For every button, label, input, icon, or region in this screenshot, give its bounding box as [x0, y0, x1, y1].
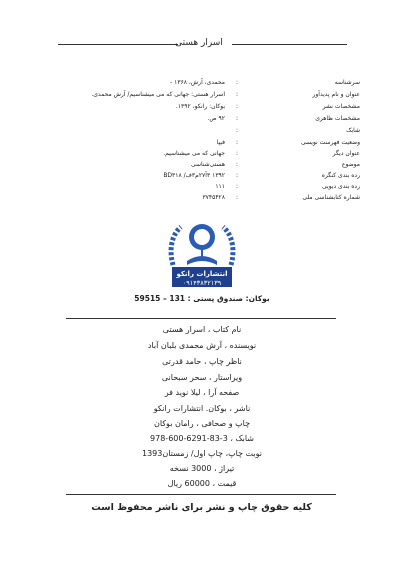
- cip-colon: :: [235, 115, 239, 122]
- cip-value: ۹۲ ص.: [207, 115, 225, 122]
- cip-label: شماره کتابشناسی ملی: [302, 194, 360, 201]
- cip-label: شابک: [346, 127, 360, 134]
- page-title: اسرار هستی: [175, 38, 223, 48]
- cip-colon: :: [235, 161, 239, 168]
- credits-top-rule: [66, 318, 336, 319]
- cip-value: ۱۳۹۲ ۳آ۲۷م۳ف/ BD۳۱۸: [163, 172, 225, 179]
- credit-line: نوبت چاپ، چاپ اول/ زمستان1393: [142, 449, 262, 458]
- cip-row: [40, 78, 360, 88]
- credit-line: چاپ و صحافی ، رامان بوکان: [153, 419, 251, 428]
- cip-label: عنوان و نام پدیدآور: [312, 91, 360, 98]
- header-rule-right: [232, 44, 347, 45]
- cip-colon: :: [235, 103, 239, 110]
- cip-label: عنوان دیگر: [332, 150, 360, 157]
- cip-colon: :: [235, 172, 239, 179]
- cip-colon: :: [235, 194, 239, 201]
- publisher-logo: [163, 215, 241, 289]
- cip-value: اسرار هستی: جهانی که می میشناسیم/ آرش محمدی.: [91, 91, 225, 98]
- cip-row: [40, 114, 360, 124]
- cip-colon: :: [235, 183, 239, 190]
- cip-value: جهانی که می میشناسیم.: [163, 150, 225, 157]
- credit-line: ناشر ، بوکان. انتشارات رانکو: [153, 404, 251, 413]
- cip-row: [40, 182, 360, 192]
- credit-line: تیراژ ، 3000 نسخه: [169, 464, 235, 473]
- cip-label: مشخصات ظاهری: [315, 115, 360, 122]
- credit-line: ویراستار ، سحر سبحانی: [161, 373, 243, 382]
- copyright-notice: کلیه حقوق چاپ و نشر برای ناشر محفوظ است: [91, 502, 312, 513]
- cip-value: فیپا: [216, 139, 225, 146]
- cip-label: سرشناسه: [334, 79, 360, 86]
- cip-row: [40, 171, 360, 181]
- po-box-address: بوکان: صندوق پستی : 131 – 59515: [134, 294, 270, 303]
- logo-name: انتشارات رانکو: [176, 270, 228, 278]
- cip-value: هستی‌شناسی: [190, 161, 225, 168]
- credit-line: صفحه آرا ، لیلا نوید فر: [164, 388, 240, 397]
- cip-row: [40, 149, 360, 159]
- cip-row: [40, 90, 360, 100]
- cip-row: [40, 193, 360, 203]
- cip-value: ۱۱۱: [215, 183, 225, 190]
- cip-row: [40, 138, 360, 148]
- cip-value: ۳۷۴۵۴۲۸: [202, 194, 225, 201]
- cip-row: [40, 160, 360, 170]
- credits-bottom-rule: [66, 494, 336, 495]
- cip-label: مشخصات نشر: [322, 103, 360, 110]
- credit-line: ناظر چاپ ، حامد قدرتی: [162, 357, 242, 366]
- cip-colon: :: [235, 127, 239, 134]
- cip-value: بوکان: رانکو، ۱۳۹۲.: [175, 103, 225, 110]
- credit-line: قیمت ، 60000 ریال: [167, 479, 237, 488]
- cip-colon: :: [235, 91, 239, 98]
- cip-label: موضوع: [341, 161, 360, 168]
- cip-colon: :: [235, 139, 239, 146]
- credit-line: نام کتاب ، اسرار هستی: [162, 325, 242, 334]
- cip-colon: :: [235, 150, 239, 157]
- credit-line: نویسنده ، آرش محمدی بلبان آباد: [147, 341, 257, 350]
- cip-colon: :: [235, 79, 239, 86]
- cip-row: [40, 126, 360, 136]
- logo-phone: ۰۹۱۴۳۸۳۲۱۳۹: [182, 279, 222, 287]
- cip-value: محمدی، آرش، ۱۳۶۸ -: [170, 79, 225, 86]
- credit-line: شابک ، 3-83-6291-600-978: [150, 434, 254, 443]
- cip-label: رده بندی دیویی: [322, 183, 360, 190]
- cip-row: [40, 102, 360, 112]
- cip-label: رده بندی کنگره: [321, 172, 360, 179]
- cip-label: وضعیت فهرست نویسی: [300, 139, 360, 146]
